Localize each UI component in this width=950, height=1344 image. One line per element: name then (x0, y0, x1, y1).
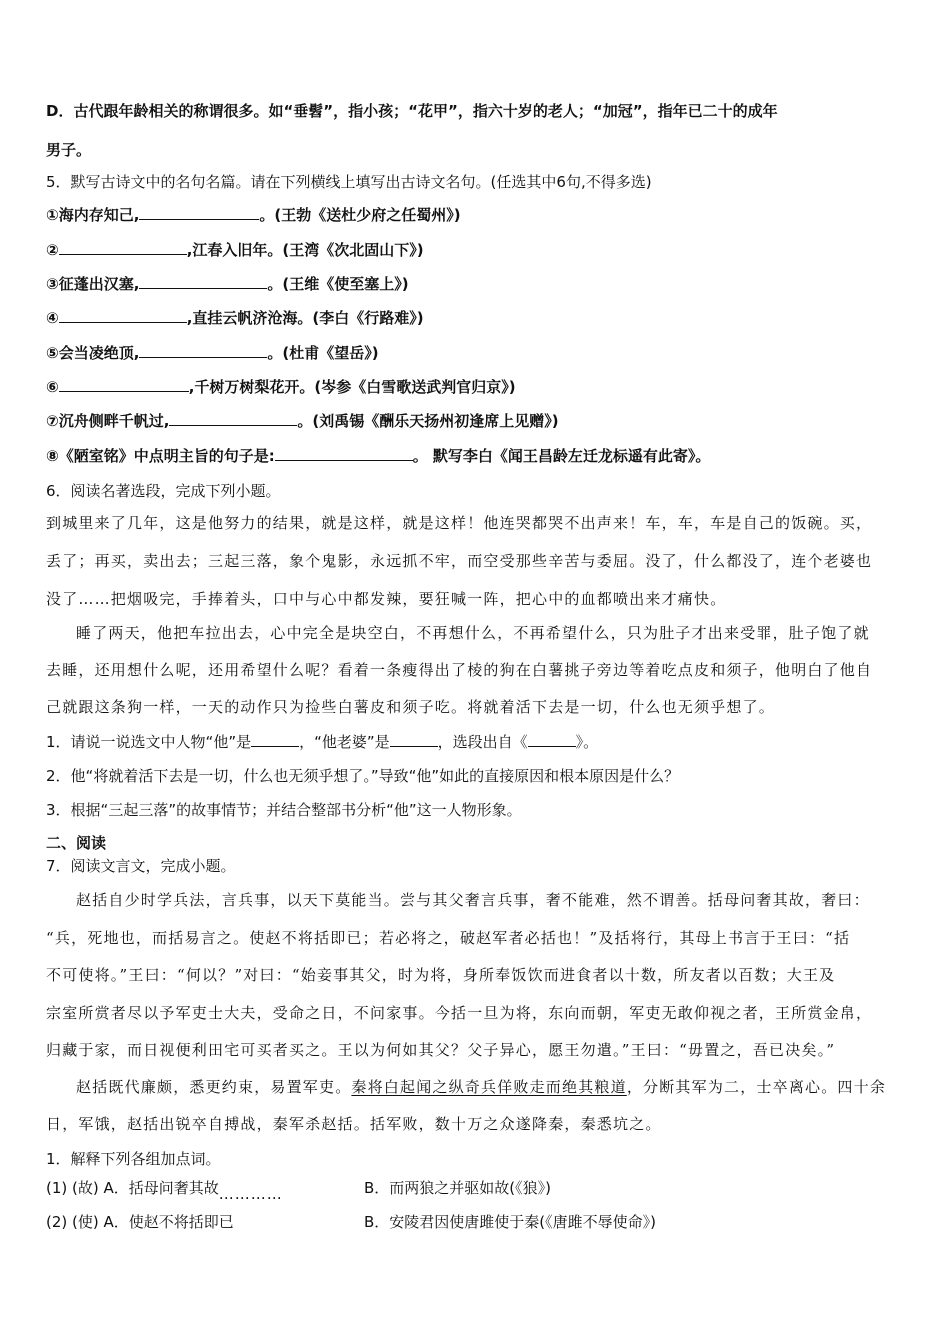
answer-blank[interactable] (59, 240, 187, 255)
q7-passage-line: 赵括自少时学兵法，言兵事，以天下莫能当。尝与其父奢言兵事，奢不能难，然不谓善。括母问奢其故，奢曰： (76, 891, 870, 909)
answer-blank[interactable] (528, 732, 576, 747)
q5-item-6: ⑥ ,千树万树梨花开。(岑参《白雪歌送武判官归京》) (46, 378, 516, 396)
answer-blank[interactable] (251, 732, 299, 747)
q7-passage-line: 日，军饿，赵括出锐卒自搏战，秦军杀赵括。括军败，数十万之众遂降秦，秦悉坑之。 (46, 1115, 662, 1133)
q5-item-5: ⑤会当凌绝顶, 。(杜甫《望岳》) (46, 344, 379, 362)
q6-question-1: 1．请说一说选文中人物“他”是 ，“他老婆”是 ，选段出自《 》。 (46, 733, 599, 751)
section-heading: 二、阅读 (46, 834, 107, 852)
q5-item-7: ⑦沉舟侧畔千帆过, 。(刘禹锡《酬乐天扬州初逢席上见赠》) (46, 412, 559, 430)
q6-title: 6．阅读名著选段，完成下列小题。 (46, 482, 281, 500)
q7-passage-line: “兵，死地也，而括易言之。使赵不将括即已；若必将之，破赵军者必括也！”及括将行，其母上书言于王曰：“括 (46, 929, 851, 947)
answer-blank[interactable] (139, 205, 259, 220)
q7-paragraph-2: 赵括既代廉颇，悉更约束，易置军吏。秦将白起闻之纵奇兵佯败走而绝其粮道，分断其军为二，士卒离心。四十余 (76, 1078, 887, 1096)
q5-item-3: ③征蓬出汉塞, 。(王维《使至塞上》) (46, 275, 409, 293)
q4-option-d-line2: 男子。 (46, 141, 92, 159)
q6-passage-line: 去睡，还用想什么呢，还用希望什么呢？看着一条瘦得出了棱的狗在白薯挑子旁边等着吃点皮和须子，他明白了他自 (46, 661, 873, 679)
q7-passage-line: 不可使将。”王曰：“何以？”对曰：“始妾事其父，时为将，身所奉饭饮而进食者以十数，所友者以百数；大王及 (46, 966, 836, 984)
q6-passage-line: 到城里来了几年，这是他努力的结果，就是这样，就是这样！他连哭都哭不出声来！车，车，车是自己的饭碗。买， (46, 514, 873, 532)
q6-question-2: 2．他“将就着活下去是一切，什么也无须乎想了。”导致“他”如此的直接原因和根本原因是什么？ (46, 767, 680, 785)
q6-passage-line: 丢了；再买，卖出去；三起三落，象个鬼影，永远抓不牢，而空受那些辛苦与委屈。没了，什么都没了，连个老婆也 (46, 552, 873, 570)
answer-blank[interactable] (390, 732, 438, 747)
answer-blank[interactable] (139, 343, 267, 358)
answer-blank[interactable] (59, 308, 187, 323)
q6-question-3: 3．根据“三起三落”的故事情节；并结合整部书分析“他”这一人物形象。 (46, 801, 522, 819)
q4-option-d-line1: D．古代跟年龄相关的称谓很多。如“垂髫”，指小孩；“花甲”，指六十岁的老人；“加冠”，指年已二十的成年 (46, 102, 778, 120)
q7-subquestion-1: 1．解释下列各组加点词。 (46, 1150, 221, 1168)
vocab-row-2: (2) (使) A．使赵不将括即已 B．安陵君因使唐雎使于秦(《唐雎不辱使命》) (46, 1213, 656, 1231)
q6-passage-line: 睡了两天，他把车拉出去，心中完全是块空白，不再想什么，不再希望什么，只为肚子才出来受罪，肚子饱了就 (76, 624, 870, 642)
q5-item-4: ④ ,直挂云帆济沧海。(李白《行路难》) (46, 309, 424, 327)
underlined-sentence: 秦将白起闻之纵奇兵佯败走而绝其粮道 (351, 1078, 627, 1096)
answer-blank[interactable] (169, 411, 297, 426)
answer-blank[interactable] (139, 274, 267, 289)
q5-title: 5．默写古诗文中的名句名篇。请在下列横线上填写出古诗文名句。(任选其中6句,不得多选) (46, 173, 652, 191)
q6-passage-line: 己就跟这条狗一样，一天的动作只为捡些白薯皮和须子吃。将就着活下去是一切，什么也无须乎想了。 (46, 698, 776, 716)
q7-passage-line: 宗室所赏者尽以予军吏士大夫，受命之日，不问家事。今括一旦为将，东向而朝，军吏无敢仰视之者，王所赏金帛， (46, 1004, 873, 1022)
answer-blank[interactable] (59, 377, 189, 392)
vocab-row-1: (1) (故) A．括母问奢其故………… B．而两狼之并驱如故(《狼》) (46, 1179, 551, 1203)
q5-item-8: ⑧《陋室铭》中点明主旨的句子是: 。 默写李白《闻王昌龄左迁龙标遥有此寄》。 (46, 447, 711, 465)
q7-passage-line: 归藏于家，而日视便利田宅可买者买之。王以为何如其父？父子异心，愿王勿遣。”王曰：“毋置之，吾已决矣。” (46, 1041, 836, 1059)
answer-blank[interactable] (275, 446, 413, 461)
q5-item-1: ①海内存知己, 。(王勃《送杜少府之任蜀州》) (46, 206, 461, 224)
q5-item-2: ② ,江春入旧年。(王湾《次北固山下》) (46, 241, 424, 259)
q7-title: 7．阅读文言文，完成小题。 (46, 857, 236, 875)
dotted-leader: ………… (218, 1185, 283, 1203)
q6-passage-line: 没了……把烟吸完，手捧着头，口中与心中都发辣，要狂喊一阵，把心中的血都喷出来才痛快。 (46, 590, 727, 608)
